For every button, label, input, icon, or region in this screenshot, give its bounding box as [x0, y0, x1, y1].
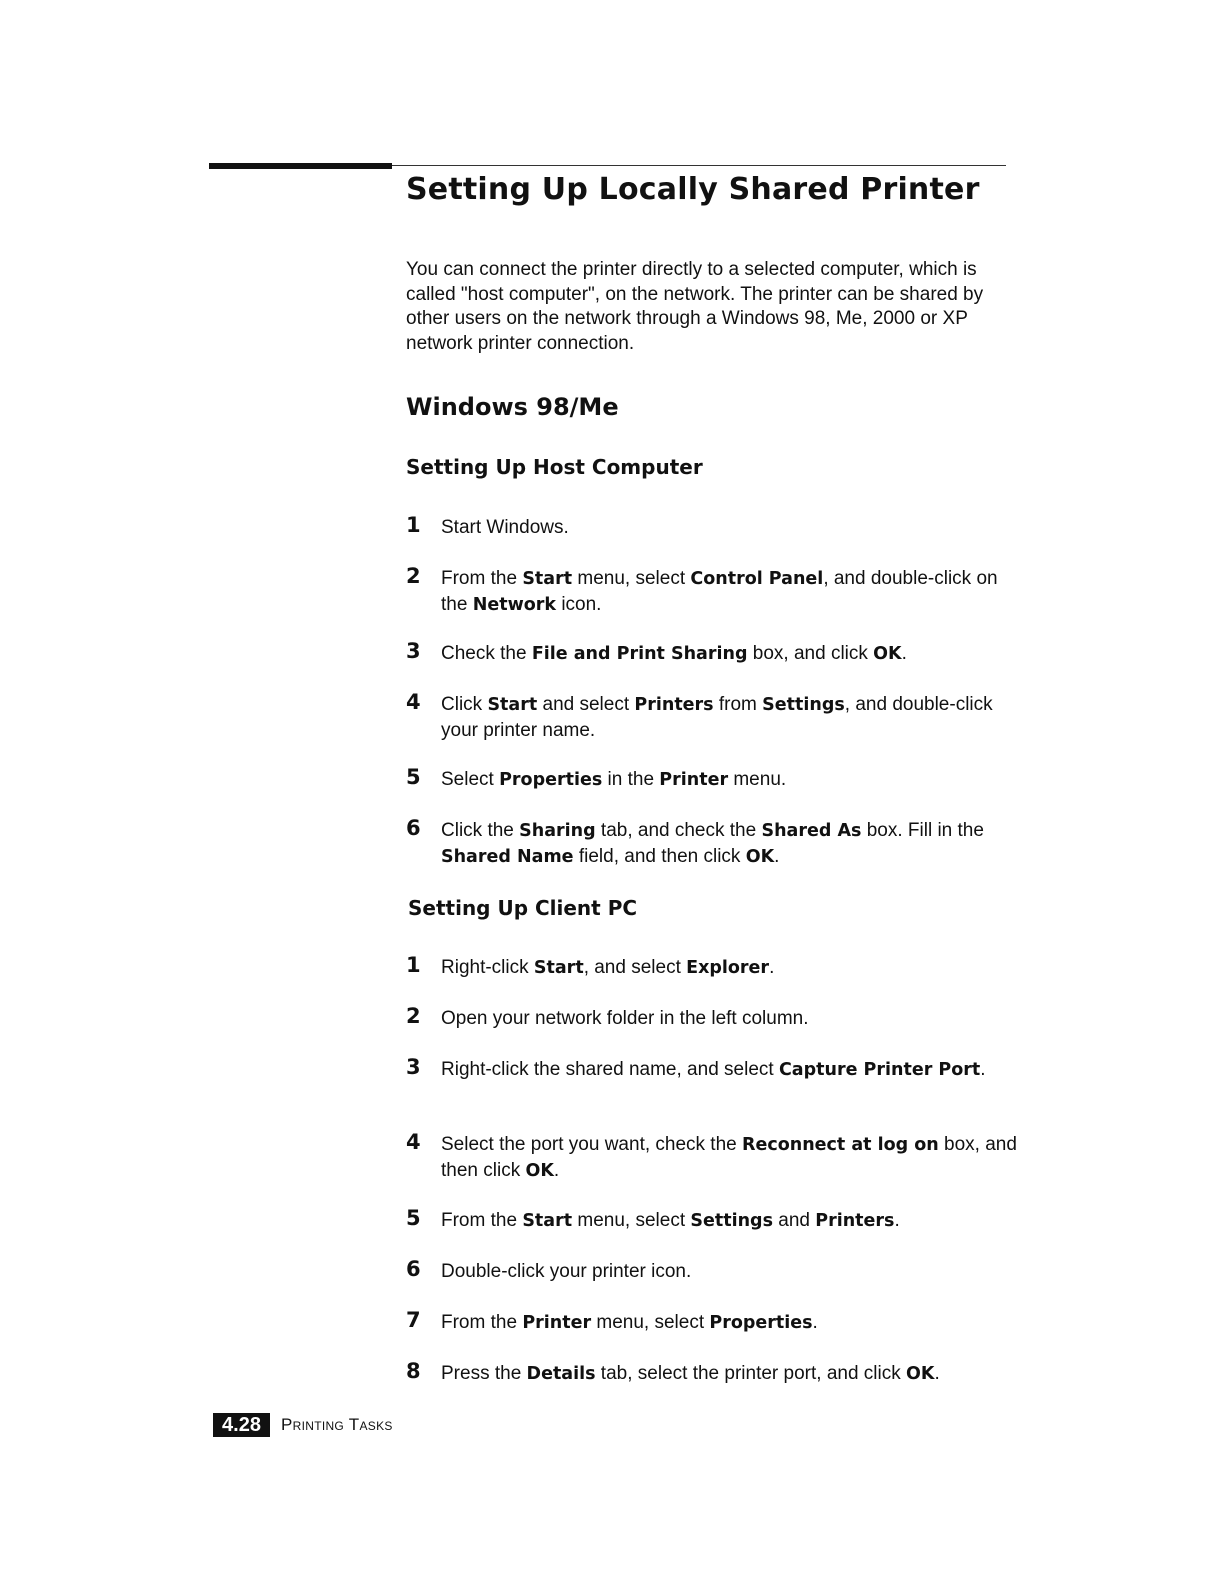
step-text-run: Click the	[441, 820, 520, 841]
step-text-run: Check the	[441, 643, 532, 664]
step-text	[441, 955, 1026, 981]
step-number: 1	[406, 953, 421, 977]
header-rule-thick	[209, 163, 392, 169]
step-term: Printer	[659, 770, 729, 790]
step-text-run: Open your network folder in the left column.	[441, 1008, 809, 1029]
step-term: Start	[522, 569, 573, 589]
step-text-run: , and double-click your printer name.	[441, 694, 993, 741]
step-text-run: Select	[441, 769, 500, 790]
step-term: Properties	[709, 1313, 813, 1333]
step-text-run: .	[934, 1363, 940, 1384]
intro-paragraph: You can connect the printer directly to a selected computer, which is called "host computer", on the network. The printer can be shared by other users on the network through a Windows 98, Me, 2000 or XP network printer connection.	[406, 259, 984, 354]
step-text	[441, 1259, 1026, 1284]
step-text	[441, 1361, 1026, 1387]
step-text-run: .	[901, 643, 907, 664]
step-text-run: .	[553, 1160, 560, 1181]
step-text-run: , and select	[583, 957, 687, 978]
step-text-run: Right-click the shared name, and select	[441, 1059, 779, 1080]
step-text-run: Select the port you want, check the	[441, 1134, 743, 1155]
step-text-run: From the	[441, 568, 523, 589]
step-term: Network	[472, 595, 557, 615]
step-term: File and Print Sharing	[531, 644, 748, 664]
step-text-run: .	[894, 1210, 900, 1231]
footer-section-name: Printing Tasks	[281, 1415, 393, 1434]
step-text-run: menu, select	[572, 568, 691, 589]
step-text-run: menu.	[728, 769, 787, 790]
step-term: Settings	[690, 1211, 773, 1231]
step-text	[441, 1006, 1026, 1031]
step-text	[441, 767, 1026, 793]
step-text-run: Press the	[441, 1363, 527, 1384]
step-number: 3	[406, 1055, 421, 1079]
step-text	[441, 1310, 1026, 1336]
step-term: Printer	[522, 1313, 592, 1333]
step-text-run: , and double-click on the	[441, 568, 998, 615]
step-number: 6	[406, 816, 421, 840]
step-term: Settings	[762, 695, 845, 715]
host-heading: Setting Up Host Computer	[406, 455, 703, 479]
step-text-run: From the	[441, 1210, 523, 1231]
step-number: 5	[406, 765, 421, 789]
step-text-run: .	[980, 1059, 986, 1080]
step-text	[441, 566, 1026, 618]
step-term: Printers	[634, 695, 714, 715]
step-term: Properties	[499, 770, 603, 790]
section-heading: Windows 98/Me	[406, 393, 619, 421]
step-text-run: box, and click	[747, 643, 874, 664]
step-text-run: icon.	[556, 594, 602, 615]
step-text-run: Click	[441, 694, 488, 715]
step-term: OK	[873, 644, 902, 664]
step-term: Explorer	[686, 958, 770, 978]
step-text-run: tab, select the printer port, and click	[595, 1363, 907, 1384]
step-text-run: .	[812, 1312, 818, 1333]
step-text	[441, 1132, 1026, 1184]
step-number: 6	[406, 1257, 421, 1281]
header-rule-thin	[392, 165, 1006, 166]
step-term: Start	[533, 958, 584, 978]
step-text-run: menu, select	[572, 1210, 691, 1231]
step-text-run: Right-click	[441, 957, 534, 978]
step-text-run: menu, select	[591, 1312, 710, 1333]
step-term: Printers	[815, 1211, 895, 1231]
step-text-run: tab, and check the	[595, 820, 762, 841]
client-heading: Setting Up Client PC	[408, 896, 638, 920]
step-number: 8	[406, 1359, 421, 1383]
step-term: OK	[525, 1161, 554, 1181]
step-text	[441, 641, 1026, 667]
step-term: Capture Printer Port	[778, 1060, 981, 1080]
step-number: 7	[406, 1308, 421, 1332]
step-term: Shared As	[761, 821, 862, 841]
step-number: 4	[406, 1130, 421, 1154]
step-text-run: From the	[441, 1312, 523, 1333]
step-text-run: field, and then click	[573, 846, 746, 867]
step-number: 4	[406, 690, 421, 714]
step-term: OK	[745, 847, 775, 867]
step-number: 2	[406, 564, 421, 588]
step-text-run: from	[713, 694, 763, 715]
page-number-badge: 4.28	[213, 1413, 270, 1437]
step-text-run: .	[769, 957, 775, 978]
step-text-run: and	[772, 1210, 816, 1231]
step-text	[441, 818, 1026, 870]
step-text-run: Double-click your printer icon.	[441, 1261, 692, 1282]
step-term: Reconnect at log on	[742, 1135, 939, 1155]
step-number: 5	[406, 1206, 421, 1230]
step-number: 1	[406, 513, 421, 537]
step-term: OK	[906, 1364, 935, 1384]
step-term: Shared Name	[441, 847, 574, 867]
step-term: Control Panel	[690, 569, 824, 589]
step-term: Start	[487, 695, 538, 715]
step-text-run: Start Windows.	[441, 517, 569, 538]
page-title: Setting Up Locally Shared Printer	[406, 172, 980, 207]
step-text-run: in the	[602, 769, 660, 790]
step-text-run: box, and then click	[441, 1134, 1017, 1181]
step-text	[441, 692, 1026, 743]
step-text	[441, 1208, 1026, 1234]
step-term: Details	[526, 1364, 596, 1384]
step-number: 3	[406, 639, 421, 663]
step-term: Sharing	[519, 821, 596, 841]
step-text-run: .	[774, 846, 780, 867]
step-text	[441, 515, 1026, 540]
step-text-run: box. Fill in the	[861, 820, 984, 841]
step-text-run: and select	[537, 694, 635, 715]
step-term: Start	[522, 1211, 573, 1231]
step-number: 2	[406, 1004, 421, 1028]
step-text	[441, 1057, 1026, 1083]
